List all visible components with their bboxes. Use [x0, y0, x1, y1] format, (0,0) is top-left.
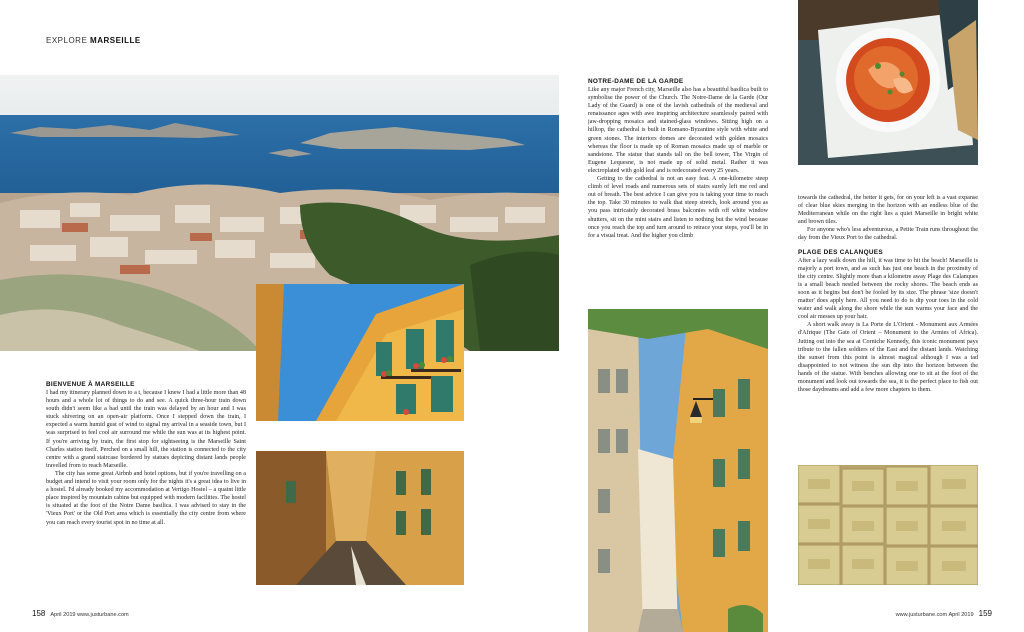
left-page-number: 158: [32, 609, 46, 618]
right-folio: [896, 609, 992, 618]
left-issue-line: April 2019 www.justurbane.com: [50, 612, 129, 618]
section-kicker: [46, 36, 141, 45]
kicker-city: MARSEILLE: [90, 36, 141, 45]
right-issue-line: www.justurbane.com April 2019: [895, 612, 974, 618]
alley-right-photo: [588, 309, 768, 632]
bienvenue-column: [46, 381, 246, 527]
left-folio: [32, 609, 129, 618]
right-page-number: 159: [978, 609, 992, 618]
yellow-balcony-photo: [256, 284, 464, 421]
continuation-paragraph-1: towards the cathedral, the better it gets, for on your left is a vast expanse of clear blue skies merging in the horizon with an endless blue of the Mediterranean while on the right lies a quiet Marseille in bright white and brown tiles.: [798, 195, 978, 226]
bienvenue-paragraph-1: I had my itinerary planned down to a t, because I knew I had a little more than 48 hours and a whole lot of things to do and see. A quick three-hour train down south didn't seem like a bad until the train was delayed by an hour and I was stuck shivering on an open-air platform. Once I stepped down the train, I expected a warm humid gust of wind to signal my arrival in a seaside town, but I was surprised to feel cool air surround me while the sun was at its highest point. If you're arriving by train, the first stop for sightseeing is the Marseille Saint Charles station itself. Perched on a small hill, the station is connected to the city centre with a grand staircase bordered by statues depicting distant lands people travelled from to reach Marseille.: [46, 390, 246, 469]
notre-dame-paragraph-2: Getting to the cathedral is not an easy feat. A one-kilometre steep climb of level roads and numerous sets of stairs surely left me red and out of breath. The best advice I can give you is taking your time to reach the top. Take 30 minutes to walk that steep stretch, look around you as you pass intricately decorated brass balconies with off white window shutters, sit on the mini stairs and listen to nothing but the wind because once you reach the top and turn around to retrace your steps, you'll be in for a visual treat. And the higher you climb: [588, 176, 768, 239]
soap-bars-photo: [798, 465, 978, 585]
notre-dame-heading: NOTRE-DAME DE LA GARDE: [588, 78, 684, 85]
calanques-paragraph-2: A short walk away is La Porte de L'Orient - Monument aux Armées d'Afrique (The Gate of Orient – Monument to the Armies of Africa). Jutting out into the sea at Corniche Kennedy, this iconic monument pays tribute to the fallen soldiers of the East and the distant lands. Watching the sunset from this point is almost magical although I was a tad disappointed to not witness the sun dip into the horizon between the hands of the statue. With benches allowing one to sit at the foot of the monument and look out towards the sea, it is the perfect place to fish out those daydreams and add a few more chapters to them.: [798, 322, 978, 394]
bienvenue-paragraph-2: The city has some great Airbnb and hotel options, but if you're travelling on a budget and intend to visit your room only for the nights it's a great idea to live in a hostel. I'd already booked my accommodation at Vertigo Hostel – a quaint little place inspired by mountain cabins but equipped with modern facilities. The hostel is situated at the foot of the Notre Dame basilica. I was advised to stay in the 'Vieux Port' or the Old Port area which is essentially the city centre from where you can reach every tourist spot in no time at all.: [46, 470, 246, 526]
bienvenue-heading: BIENVENUE À MARSEILLE: [46, 381, 135, 388]
calanques-heading: PLAGE DES CALANQUES: [798, 248, 883, 256]
notre-dame-paragraph-1: Like any major French city, Marseille also has a beautiful basilica built to symbolise the power of the Church. The Notre-Dame de la Garde (Our Lady of the Guard) is one of the lavish cathedrals of the medieval and renaissance ages with awe inspiring architecture seamlessly paired with jaw-dropping mosaics and stained-glass windows. Sitting high on a hilltop, the cathedral is built in Romano-Byzantine style with white and green stones. The interiors domes are decorated with golden mosaics whereas the floor is made up of Roman mosaics made up of marble or sandstone. The statue that stands tall on the bell tower, The Virgin of Eugene Lequesne, is not made up of solid metal. Rather it was electroplated with gold leaf and is redecorated every 25 years.: [588, 87, 768, 174]
kicker-explore: EXPLORE: [46, 36, 88, 45]
bouillabaisse-photo: [798, 0, 978, 165]
notre-dame-column: [588, 78, 768, 240]
continuation-paragraph-2: For anyone who's less adventurous, a Petite Train runs throughout the day from the Vieux Port to the cathedral.: [798, 227, 978, 242]
continuation-column: [798, 194, 978, 394]
calanques-paragraph-1: After a lazy walk down the hill, it was time to hit the beach! Marseille is majorly a port town, and as such has just one beach in the proximity of the city centre. Slightly more than a kilometre away Plage des Calanques is a small beach nestled between the rocky shores. The beach ends as soon as it begins but don't be fooled by its size. The phrase 'size doesn't matter' does apply here. All you need to do is dip your toes in the cold water and walk along the shore while the sun warms your face and the cool air messes up your hair.: [798, 257, 978, 321]
alley-left-photo: [256, 451, 464, 585]
